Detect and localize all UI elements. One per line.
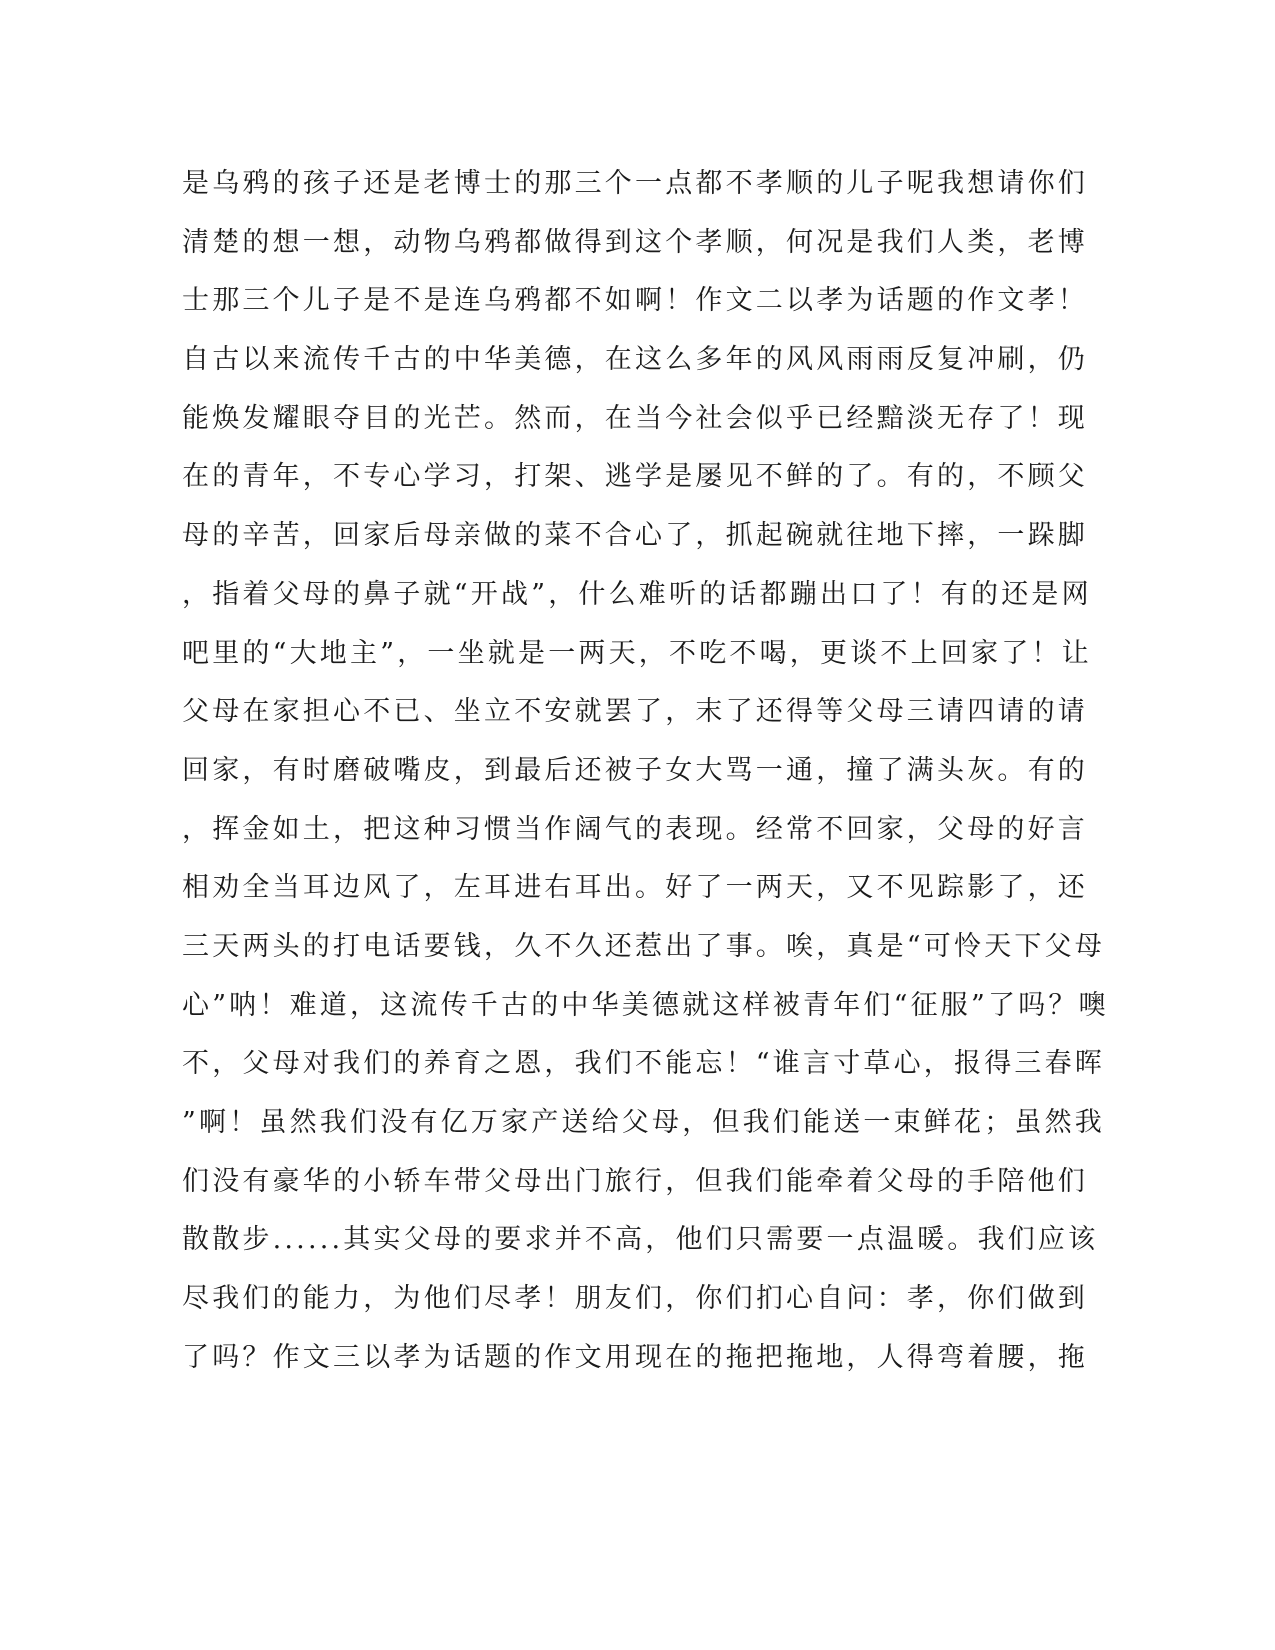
text-line: ，指着父母的鼻子就“开战”，什么难听的话都蹦出口了！有的还是网 <box>182 578 1092 610</box>
text-line: ，挥金如土，把这种习惯当作阔气的表现。经常不回家，父母的好言 <box>182 813 1088 845</box>
text-line: 能焕发耀眼夺目的光芒。然而，在当今社会似乎已经黯淡无存了！现 <box>182 402 1088 434</box>
text-line: 三天两头的打电话要钱，久不久还惹出了事。唉，真是“可怜天下父母 <box>182 930 1106 962</box>
text-line: 父母在家担心不已、坐立不安就罢了，末了还得等父母三请四请的请 <box>182 696 1088 728</box>
text-line: 们没有豪华的小轿车带父母出门旅行，但我们能牵着父母的手陪他们 <box>182 1165 1088 1197</box>
text-line: 尽我们的能力，为他们尽孝！朋友们，你们扪心自问：孝，你们做到 <box>182 1283 1088 1315</box>
text-line: 吧里的“大地主”，一坐就是一两天，不吃不喝，更谈不上回家了！让 <box>182 637 1092 669</box>
text-line: 在的青年，不专心学习，打架、逃学是屡见不鲜的了。有的，不顾父 <box>182 461 1088 493</box>
text-line: 心”呐！难道，这流传千古的中华美德就这样被青年们“征服”了吗？噢 <box>182 989 1109 1021</box>
text-line: 是乌鸦的孩子还是老博士的那三个一点都不孝顺的儿子呢我想请你们 <box>182 168 1088 199</box>
text-line: 士那三个儿子是不是连乌鸦都不如啊！作文二以孝为话题的作文孝！ <box>182 285 1088 317</box>
text-line: 不，父母对我们的养育之恩，我们不能忘！“谁言寸草心，报得三春晖 <box>182 1048 1106 1080</box>
body-text <box>182 155 1109 1387</box>
text-line: 相劝全当耳边风了，左耳进右耳出。好了一两天，又不见踪影了，还 <box>182 872 1088 904</box>
text-line: 自古以来流传千古的中华美德，在这么多年的风风雨雨反复冲刷，仍 <box>182 344 1088 376</box>
text-line: 了吗？作文三以孝为话题的作文用现在的拖把拖地，人得弯着腰，拖 <box>182 1341 1088 1373</box>
text-line: 回家，有时磨破嘴皮，到最后还被子女大骂一通，撞了满头灰。有的 <box>182 754 1088 786</box>
text-line: 母的辛苦，回家后母亲做的菜不合心了，抓起碗就往地下摔，一跺脚 <box>182 520 1088 552</box>
text-line: 散散步......其实父母的要求并不高，他们只需要一点温暖。我们应该 <box>182 1224 1099 1256</box>
text-line: 清楚的想一想，动物乌鸦都做得到这个孝顺，何况是我们人类，老博 <box>182 226 1088 258</box>
text-line: ”啊！虽然我们没有亿万家产送给父母，但我们能送一束鲜花；虽然我 <box>182 1107 1106 1138</box>
